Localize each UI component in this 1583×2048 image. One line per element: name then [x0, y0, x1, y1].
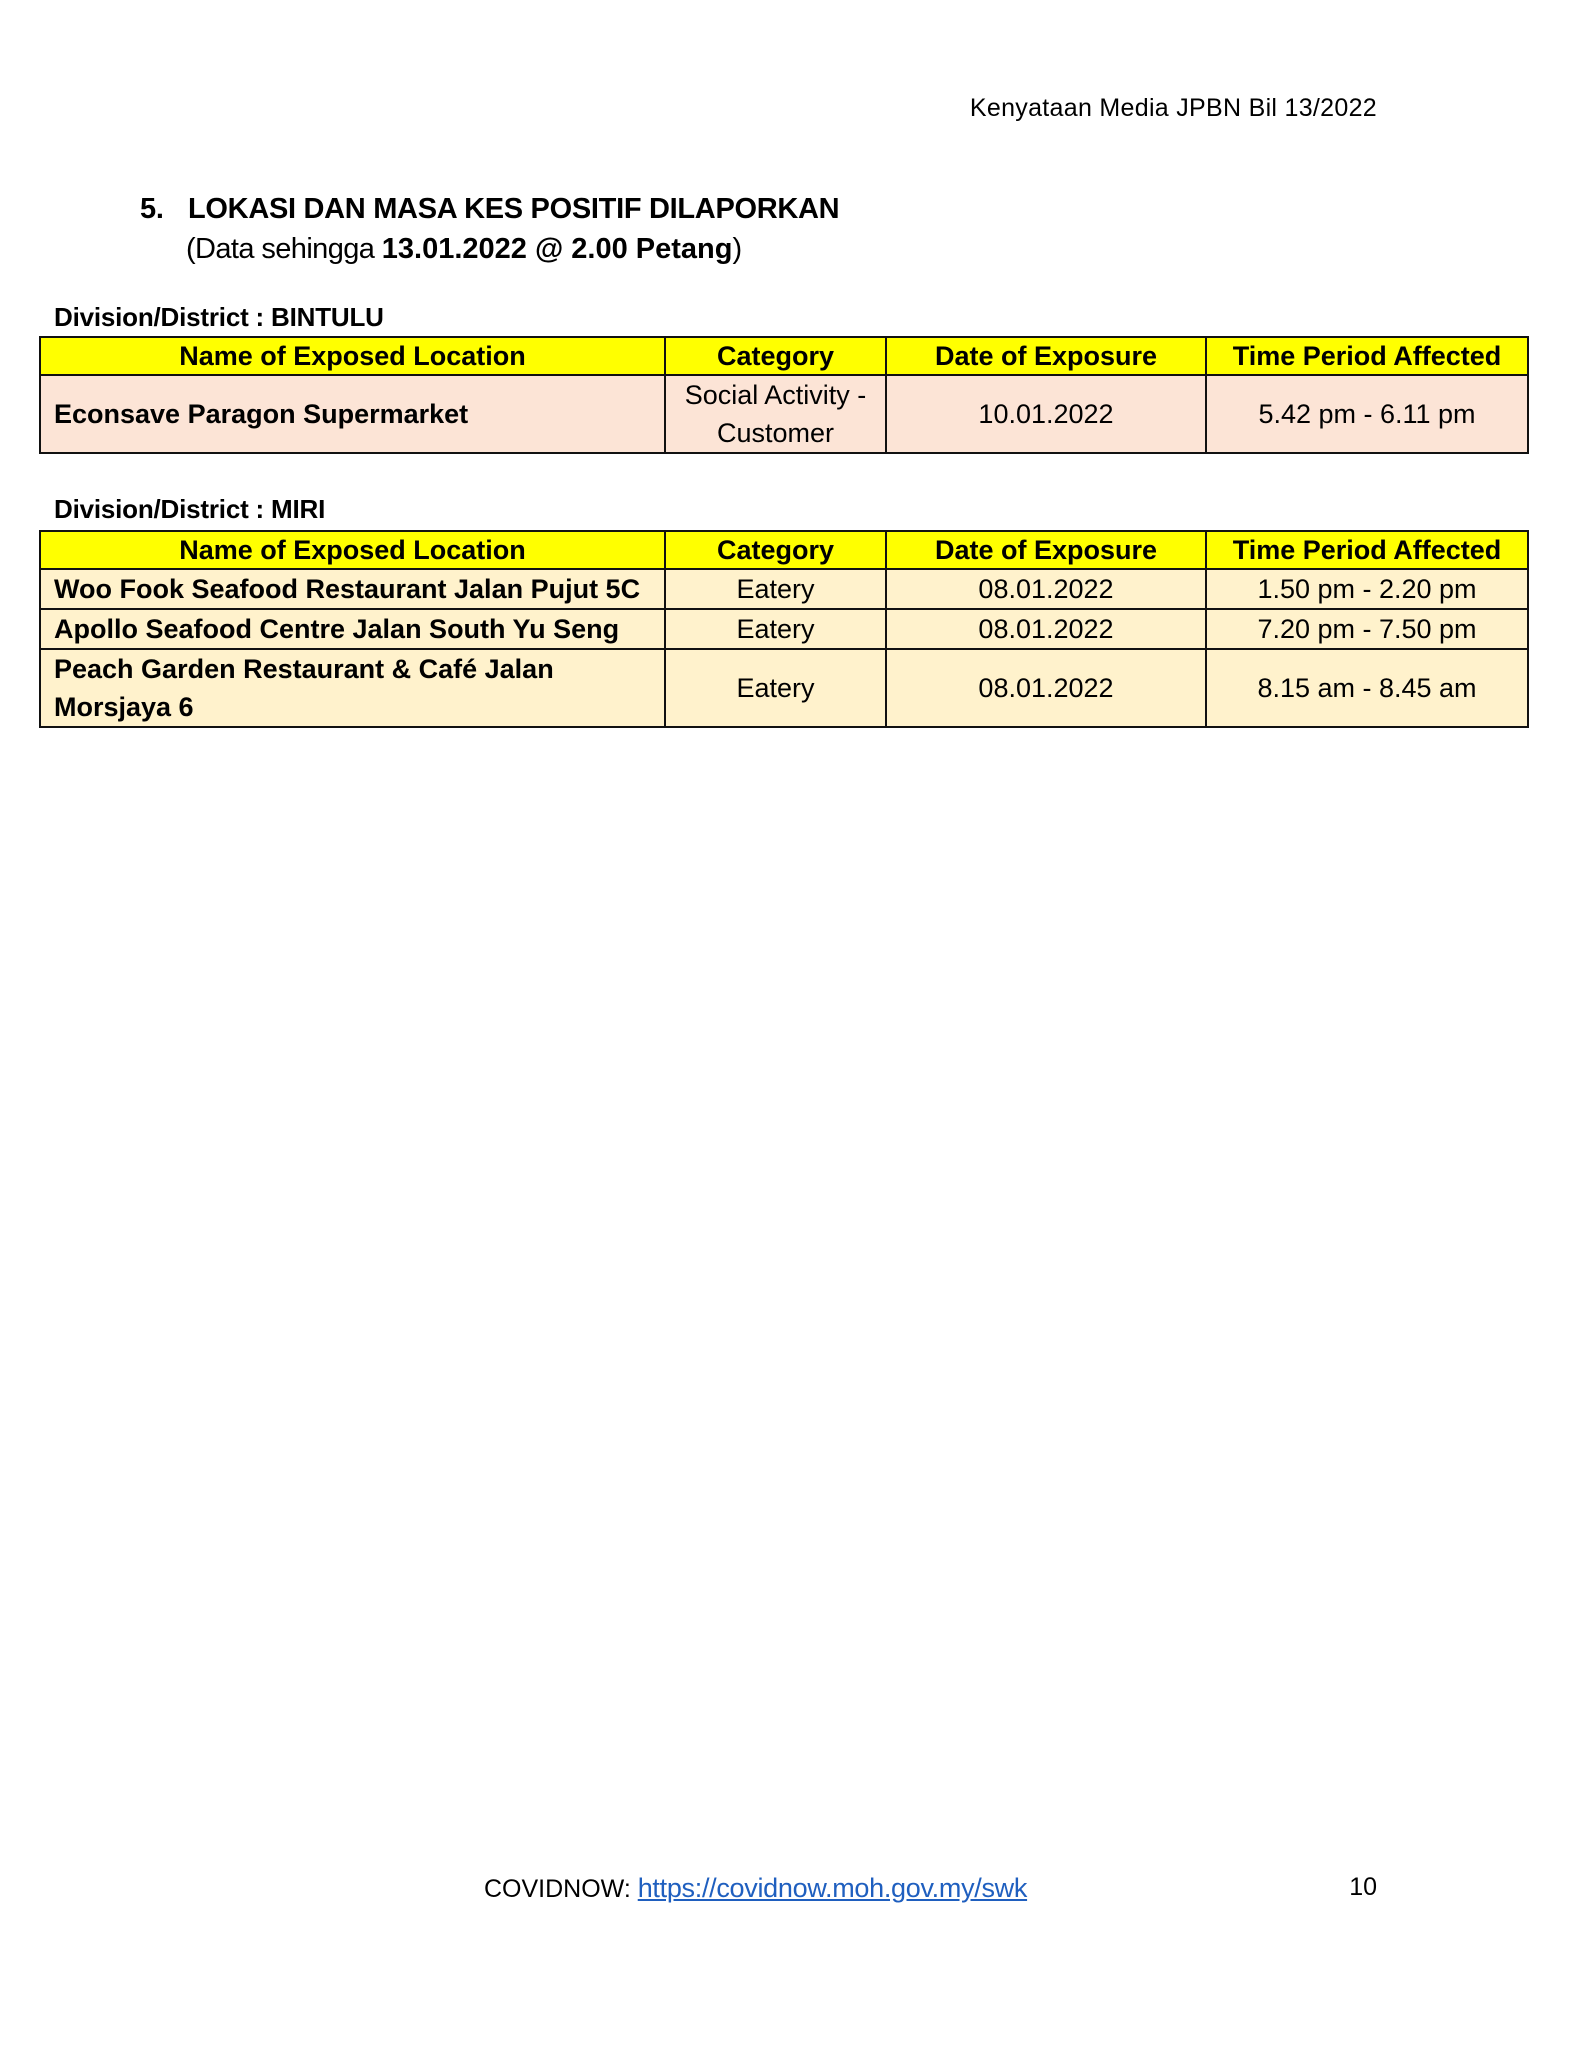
- cell-date: 10.01.2022: [886, 375, 1206, 453]
- column-header-date: Date of Exposure: [886, 337, 1206, 375]
- table-row: [40, 609, 1528, 649]
- data-cutoff-prefix: (Data sehingga: [186, 233, 382, 265]
- cell-time: 5.42 pm - 6.11 pm: [1206, 375, 1528, 453]
- district-label-bintulu: Division/District : BINTULU: [54, 302, 384, 332]
- column-header-time: Time Period Affected: [1206, 337, 1528, 375]
- cell-time: 1.50 pm - 2.20 pm: [1206, 569, 1528, 609]
- column-header-category: Category: [665, 337, 886, 375]
- column-header-location: Name of Exposed Location: [40, 531, 665, 569]
- column-header-location: Name of Exposed Location: [40, 337, 665, 375]
- data-cutoff-datetime: 13.01.2022 @ 2.00 Petang: [381, 233, 733, 265]
- document-reference: Kenyataan Media JPBN Bil 13/2022: [969, 94, 1377, 122]
- page-number: 10: [1349, 1873, 1377, 1901]
- exposure-table-miri: [39, 530, 1529, 728]
- cell-category: Eatery: [665, 569, 886, 609]
- covidnow-link[interactable]: https://covidnow.moh.gov.my/swk: [637, 1873, 1028, 1903]
- cell-location: Woo Fook Seafood Restaurant Jalan Pujut 5C: [40, 569, 665, 609]
- table-header-row: [40, 531, 1528, 569]
- data-cutoff-note: [186, 233, 742, 266]
- section-title: LOKASI DAN MASA KES POSITIF DILAPORKAN: [188, 193, 840, 225]
- exposure-table-bintulu: [39, 336, 1529, 454]
- cell-category: Eatery: [665, 609, 886, 649]
- cell-date: 08.01.2022: [886, 569, 1206, 609]
- cell-date: 08.01.2022: [886, 609, 1206, 649]
- column-header-category: Category: [665, 531, 886, 569]
- column-header-time: Time Period Affected: [1206, 531, 1528, 569]
- table-row: [40, 569, 1528, 609]
- table-row: [40, 375, 1528, 453]
- cell-time: 7.20 pm - 7.50 pm: [1206, 609, 1528, 649]
- cell-category: Social Activity - Customer: [665, 375, 886, 453]
- footer-label: COVIDNOW:: [484, 1875, 638, 1903]
- cell-category: Eatery: [665, 649, 886, 727]
- section-heading: [140, 193, 839, 226]
- cell-date: 08.01.2022: [886, 649, 1206, 727]
- table-row: [40, 649, 1528, 727]
- section-number: 5.: [140, 193, 164, 225]
- cell-location: Peach Garden Restaurant & Café Jalan Morsjaya 6: [40, 649, 665, 727]
- cell-time: 8.15 am - 8.45 am: [1206, 649, 1528, 727]
- data-cutoff-suffix: ): [732, 233, 742, 265]
- table-header-row: [40, 337, 1528, 375]
- cell-location: Apollo Seafood Centre Jalan South Yu Seng: [40, 609, 665, 649]
- footer: [484, 1873, 1027, 1904]
- cell-location: Econsave Paragon Supermarket: [40, 375, 665, 453]
- district-label-miri: Division/District : MIRI: [54, 494, 326, 524]
- column-header-date: Date of Exposure: [886, 531, 1206, 569]
